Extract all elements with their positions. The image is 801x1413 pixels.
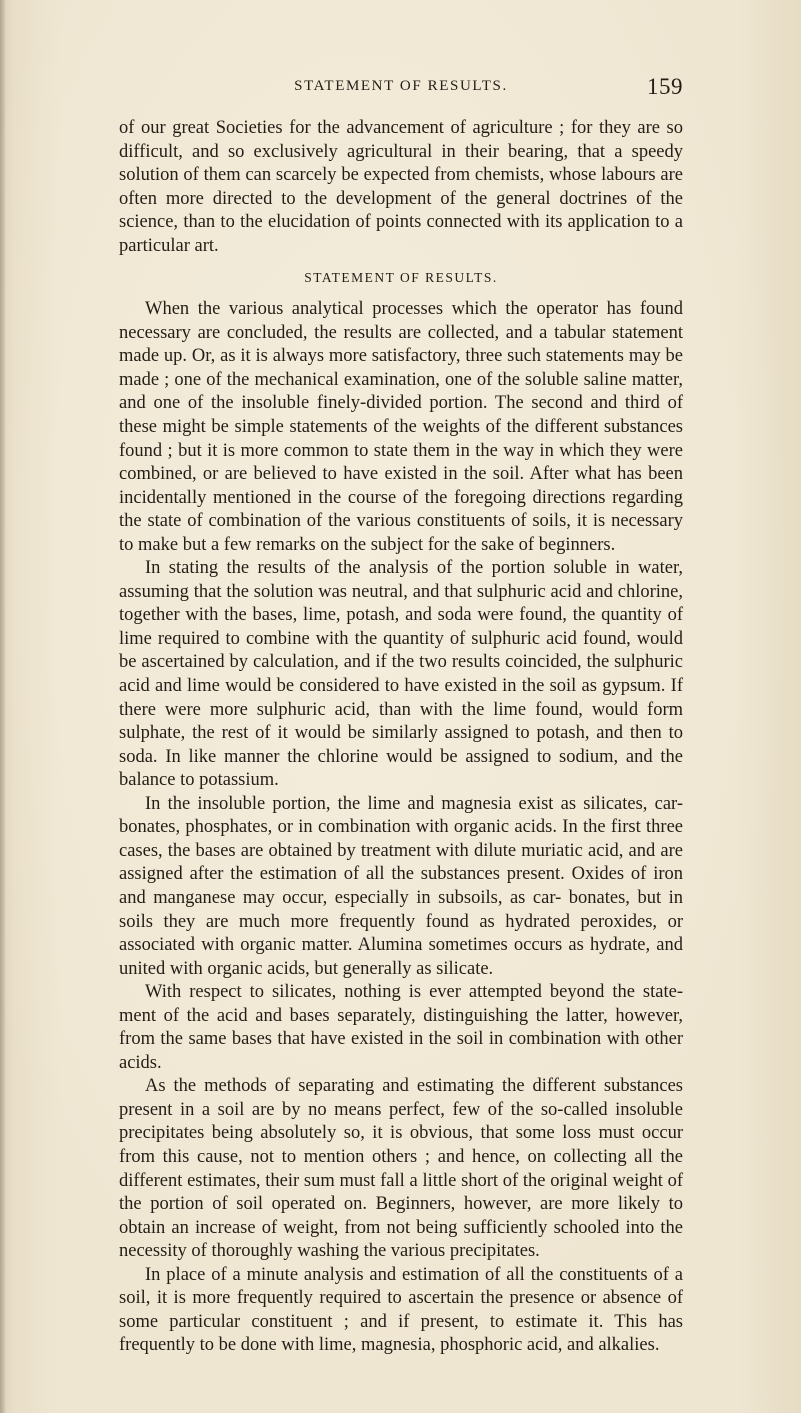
paragraph-tabular-statement: When the various analytical processes which the operator has found necessary are concluded, the results are collected, and a tabular statement made up. Or, as it is always more satisfactory, three such statements may be made ; one of the mechanical examination, one of the soluble saline matter, and one of the insoluble finely-divided portion. The second and third of these might be simple statements of the weights of the different substances found ; but it is more common to state them in the way in which they were combined, or are believed to have existed in the soil. After what has been incidentally mentioned in the course of the foregoing directions regarding the state of combination of the various constituents of soils, it is necessary to make but a few remarks on the subject for the sake of beginners. <box>119 299 683 555</box>
paragraph-soluble-portion: In stating the results of the analysis of the portion soluble in water, assuming that the solution was neutral, and that sulphuric acid and chlorine, together with the bases, lime, potash, and soda were found, the quantity of lime required to combine with the quantity of sulphuric acid found, would be ascertained by calculation, and if the two results coincided, the sulphuric acid and lime would be considered to have existed in the soil as gypsum. If there were more sulphuric acid, than with the lime found, would form sulphate, the rest of it would be similarly assigned to potash, and then to soda. In like manner the chlorine would be assigned to sodium, and the balance to potassium. <box>119 558 683 791</box>
page-body <box>119 117 683 1358</box>
paragraph-continued: of our great Societies for the advancement of agriculture ; for they are so difficult, and so exclusively agricultural in their bearing, that a speedy solution of them can scarcely be expected from chemists, whose labours are often more directed to the development of the general doctrines of the science, than to the elucidation of points connected with its application to a particular art. <box>119 118 683 256</box>
paragraph-insoluble-portion: In the insoluble portion, the lime and magnesia exist as silicates, car- bonates, phosphates, or in combination with organic acids. In the first three cases, the bases are obtained by treatment with dilute muriatic acid, and are assigned after the estimation of all the substances present. Oxides of iron and manganese may occur, especially in subsoils, as car- bonates, but in soils they are much more frequently found as hydrated peroxides, or associated with organic matter. Alumina sometimes occurs as hydrate, and united with organic acids, but generally as silicate. <box>119 793 683 979</box>
page-gutter-shadow <box>0 0 6 1413</box>
section-heading: STATEMENT OF RESULTS. <box>304 270 498 286</box>
paragraph-particular-constituent: In place of a minute analysis and estimation of all the constituents of a soil, it is more frequently required to ascertain the presence or absence of some particular constituent ; and if present, to estimate it. This has frequently to be done with lime, magnesia, phosphoric acid, and alkalies. <box>119 1264 683 1356</box>
page-number: 159 <box>647 74 683 99</box>
paragraph-silicates: With respect to silicates, nothing is ever attempted beyond the state- ment of the acid and bases separately, distinguishing the latter, however, from the same bases that have existed in the soil in combination with other acids. <box>119 982 683 1073</box>
paragraph-separating-methods: As the methods of separating and estimating the different substances present in a soil are by no means perfect, few of the so-called insoluble precipitates being absolutely so, it is obvious, that some loss must occur from this cause, not to mention others ; and hence, on collecting all the different estimates, their sum must fall a little short of the original weight of the portion of soil operated on. Beginners, however, are more likely to obtain an increase of weight, from not being sufficiently schooled into the necessity of thoroughly washing the various precipitates. <box>119 1076 683 1262</box>
running-title: STATEMENT OF RESULTS. <box>294 78 508 94</box>
page-header <box>119 74 683 104</box>
